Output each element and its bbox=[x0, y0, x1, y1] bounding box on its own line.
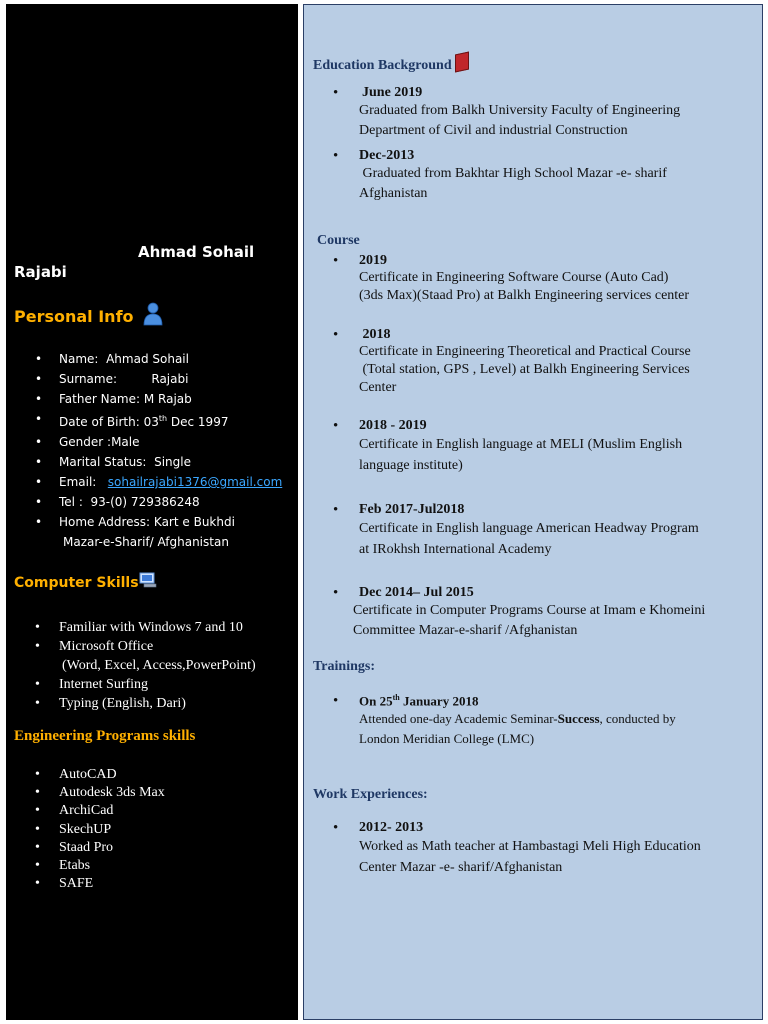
label: Home Address: bbox=[59, 515, 151, 529]
computer-icon bbox=[139, 572, 157, 592]
computer-skill-item: • Typing (English, Dari) bbox=[35, 694, 256, 713]
training-date-sup: th bbox=[392, 693, 400, 702]
value: M Rajab bbox=[143, 392, 192, 406]
personal-item-name bbox=[35, 349, 282, 369]
value: Male bbox=[111, 435, 140, 449]
education-line: Department of Civil and industrial Construction bbox=[359, 123, 628, 138]
work-title: Work Experiences: bbox=[313, 787, 428, 802]
engineering-skills-title: Engineering Programs skills bbox=[14, 728, 196, 744]
course-line: language institute) bbox=[359, 458, 463, 473]
bullet: • bbox=[333, 85, 339, 101]
course-line: Committee Mazar-e-sharif /Afghanistan bbox=[353, 623, 578, 638]
bullet: • bbox=[333, 418, 339, 434]
course-date: 2018 - 2019 bbox=[359, 418, 427, 433]
label: Tel : bbox=[59, 495, 83, 509]
bullet: • bbox=[333, 693, 339, 709]
engineering-skill-item: • ArchiCad bbox=[35, 802, 165, 820]
course-title: Course bbox=[317, 233, 360, 248]
label: Father Name: bbox=[59, 392, 141, 406]
bullet: • bbox=[333, 327, 339, 343]
work-list bbox=[333, 820, 759, 878]
computer-skill-item-sub bbox=[35, 656, 256, 675]
trainings-title: Trainings: bbox=[313, 659, 375, 674]
bullet: • bbox=[333, 253, 339, 269]
course-line: Certificate in English language American Headway Program bbox=[359, 521, 699, 536]
personal-item-gender bbox=[35, 432, 282, 452]
email-link[interactable]: sohailrajabi1376@gmail.com bbox=[107, 475, 283, 489]
course-entry bbox=[333, 502, 759, 585]
training-date-post: January 2018 bbox=[399, 693, 479, 709]
personal-item-marital bbox=[35, 452, 282, 472]
education-date: Dec-2013 bbox=[359, 148, 415, 163]
name-last: Rajabi bbox=[14, 263, 67, 281]
course-line: Certificate in English language at MELI (Muslim English bbox=[359, 437, 683, 452]
work-date: 2012- 2013 bbox=[359, 820, 424, 835]
training-entry bbox=[333, 693, 759, 749]
engineering-skill-item: • Staad Pro bbox=[35, 839, 165, 857]
value: Kart e Bukhdi bbox=[153, 515, 235, 529]
label: Gender : bbox=[59, 435, 112, 449]
course-line: (3ds Max)(Staad Pro) at Balkh Engineering services center bbox=[359, 288, 690, 303]
computer-skill-item: • Microsoft Office bbox=[35, 637, 256, 656]
personal-info-title-text: Personal Info bbox=[14, 307, 134, 326]
work-entry bbox=[333, 820, 759, 878]
training-bold-text: Success bbox=[557, 711, 600, 727]
training-text: , conducted by bbox=[599, 711, 676, 727]
right-panel bbox=[303, 4, 763, 1020]
personal-item-dob bbox=[35, 409, 282, 432]
computer-skills-title bbox=[14, 572, 157, 592]
value-day: 03 bbox=[143, 415, 159, 429]
course-date: Feb 2017-Jul2018 bbox=[359, 502, 465, 517]
education-title bbox=[313, 53, 469, 74]
course-line: at IRokhsh International Academy bbox=[359, 542, 552, 557]
personal-item-surname bbox=[35, 369, 282, 389]
course-line: Certificate in Engineering Software Course (Auto Cad) bbox=[359, 270, 669, 285]
label: Name: bbox=[59, 352, 99, 366]
name-first: Ahmad Sohail bbox=[138, 243, 255, 261]
education-line: Graduated from Balkh University Faculty of Engineering bbox=[359, 103, 681, 118]
training-date-pre: On 25 bbox=[359, 693, 393, 709]
computer-skill-sub-text: (Word, Excel, Access,PowerPoint) bbox=[62, 658, 256, 673]
personal-item-address bbox=[35, 512, 282, 552]
engineering-skill-item: • SkechUP bbox=[35, 821, 165, 839]
course-line: (Total station, GPS , Level) at Balkh Engineering Services bbox=[359, 362, 690, 377]
bullet: • bbox=[333, 502, 339, 518]
label: Marital Status: bbox=[59, 455, 147, 469]
course-list bbox=[333, 253, 759, 641]
trainings-list bbox=[333, 693, 759, 749]
training-date bbox=[359, 693, 759, 709]
course-line: Certificate in Engineering Theoretical and Practical Course bbox=[359, 344, 691, 359]
value: 93-(0) 729386248 bbox=[90, 495, 200, 509]
course-date: 2018 bbox=[359, 327, 391, 342]
value-line2: Mazar-e-Sharif/ Afghanistan bbox=[63, 535, 229, 549]
label: Date of Birth: bbox=[59, 415, 140, 429]
value: Ahmad Sohail bbox=[106, 352, 189, 366]
person-icon bbox=[143, 302, 163, 330]
training-line bbox=[359, 709, 759, 729]
books-icon bbox=[455, 52, 469, 73]
education-line: Afghanistan bbox=[359, 186, 428, 201]
personal-item-tel bbox=[35, 492, 282, 512]
bullet: • bbox=[333, 585, 339, 601]
course-line: Certificate in Computer Programs Course at Imam e Khomeini bbox=[353, 603, 706, 618]
engineering-skill-item: • SAFE bbox=[35, 875, 165, 893]
course-date: Dec 2014– Jul 2015 bbox=[359, 585, 474, 600]
engineering-skill-item: • Etabs bbox=[35, 857, 165, 875]
course-date: 2019 bbox=[359, 253, 387, 268]
personal-info-title bbox=[14, 302, 163, 330]
course-entry bbox=[333, 253, 759, 327]
bullet: • bbox=[333, 820, 339, 836]
engineering-skill-item: • Autodesk 3ds Max bbox=[35, 784, 165, 802]
computer-skills-title-text: Computer Skills bbox=[14, 575, 139, 591]
personal-item-father bbox=[35, 389, 282, 409]
training-line: London Meridian College (LMC) bbox=[359, 731, 535, 747]
education-list bbox=[333, 85, 759, 204]
course-entry bbox=[333, 327, 759, 418]
label: Email: bbox=[59, 475, 97, 489]
work-line: Center Mazar -e- sharif/Afghanistan bbox=[359, 860, 563, 875]
left-sidebar bbox=[6, 4, 298, 1020]
engineering-skill-item: • AutoCAD bbox=[35, 766, 165, 784]
personal-info-list bbox=[35, 349, 282, 552]
computer-skill-item: • Internet Surfing bbox=[35, 675, 256, 694]
engineering-skills-list bbox=[35, 766, 165, 893]
education-title-text: Education Background bbox=[313, 58, 452, 73]
value-rest: Dec 1997 bbox=[170, 415, 229, 429]
computer-skills-list bbox=[35, 618, 256, 713]
education-entry bbox=[333, 148, 759, 204]
computer-skill-item: • Familiar with Windows 7 and 10 bbox=[35, 618, 256, 637]
education-date: June 2019 bbox=[362, 85, 423, 100]
value-sup: th bbox=[158, 414, 168, 423]
course-entry bbox=[333, 585, 759, 641]
education-entry bbox=[333, 85, 759, 148]
value: Rajabi bbox=[151, 372, 189, 386]
work-line: Worked as Math teacher at Hambastagi Meli High Education bbox=[359, 839, 701, 854]
value: Single bbox=[154, 455, 191, 469]
bullet: • bbox=[333, 148, 339, 164]
course-line: Center bbox=[359, 380, 397, 395]
training-text: Attended one-day Academic Seminar- bbox=[359, 711, 558, 727]
course-entry bbox=[333, 418, 759, 502]
personal-item-email bbox=[35, 472, 282, 492]
label: Surname: bbox=[59, 372, 118, 386]
education-line: Graduated from Bakhtar High School Mazar -e- sharif bbox=[359, 166, 667, 181]
